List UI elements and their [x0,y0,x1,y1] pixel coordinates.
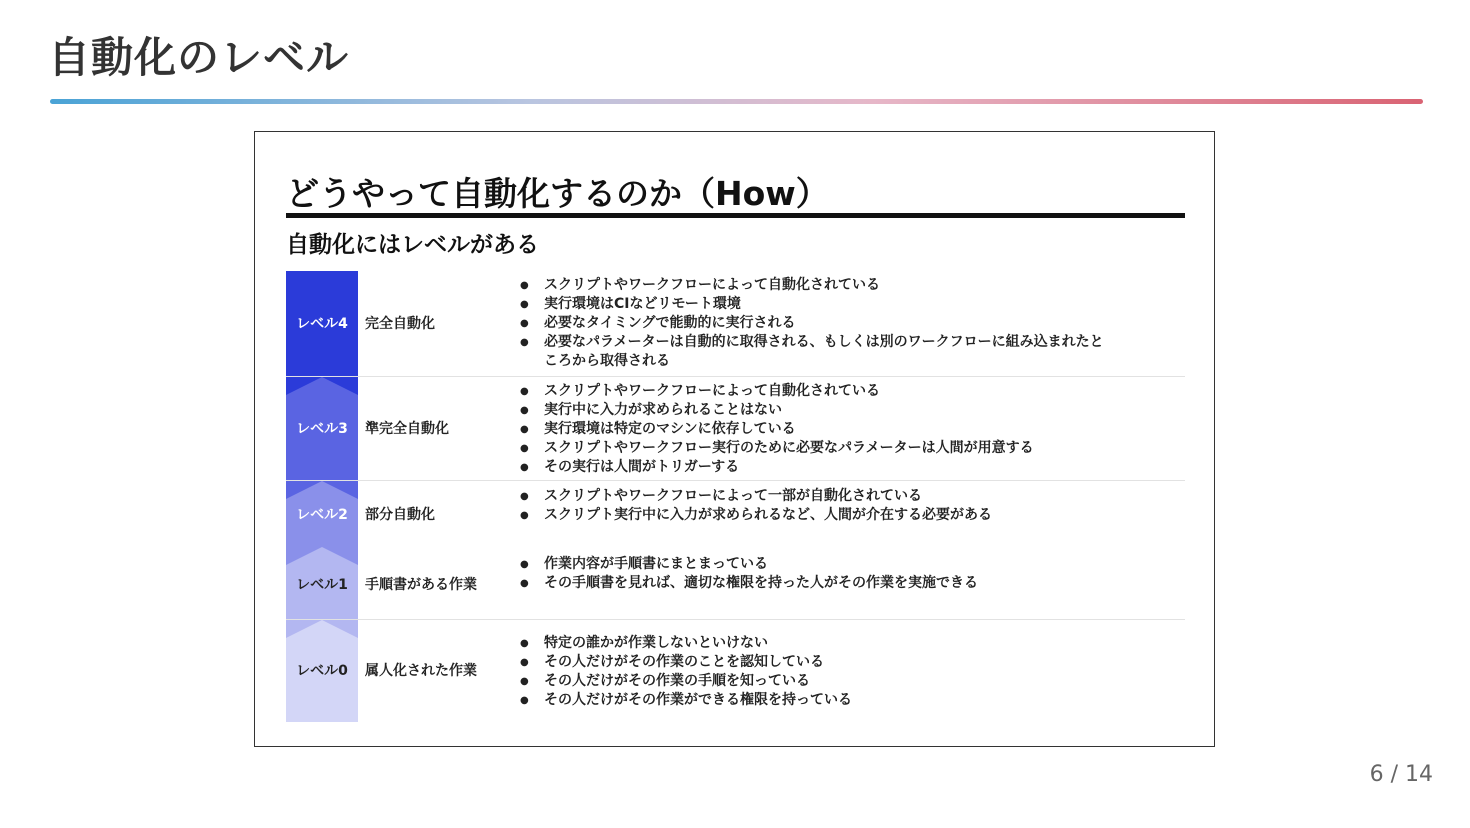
list-item: ● その人だけがその作業ができる権限を持っている [520,691,852,710]
level-0-bullets [520,634,852,710]
slide-title: 自動化のレベル [48,33,350,82]
list-item: ● その人だけがその作業のことを認知している [520,653,852,672]
level-3-arrow-tip [286,481,358,499]
level-0-name: 属人化された作業 [365,663,477,679]
level-row-4 [286,271,1185,377]
list-item: ● その手順書を見れば、適切な権限を持った人がその作業を実施できる [520,574,978,593]
embedded-title-rule [286,213,1185,218]
level-2-label: レベル2 [296,507,348,523]
level-2-bullets [520,487,992,525]
embedded-slide-title: どうやって自動化するのか（How） [286,174,829,213]
list-item: ● 実行環境はCIなどリモート環境 [520,295,1104,314]
list-item [520,333,1104,371]
level-3-name: 準完全自動化 [365,421,449,437]
level-row-0 [286,620,1185,722]
list-item: ● その人だけがその作業の手順を知っている [520,672,852,691]
level-row-2 [286,481,1185,547]
list-item: ● スクリプトやワークフローによって自動化されている [520,276,1104,295]
embedded-slide-frame [254,131,1215,747]
list-item: ● 実行環境は特定のマシンに依存している [520,420,1034,439]
list-item: ● その実行は人間がトリガーする [520,458,1034,477]
bullet-text-line-1: 必要なパラメーターは自動的に取得される、もしくは別のワークフローに組み込まれたと [544,334,1104,350]
list-item: ● スクリプトやワークフロー実行のために必要なパラメーターは人間が用意する [520,439,1034,458]
level-4-bullets [520,276,1104,371]
list-item: ● スクリプト実行中に入力が求められるなど、人間が介在する必要がある [520,506,992,525]
level-1-arrow-tip [286,620,358,638]
embedded-slide-subtitle: 自動化にはレベルがある [286,232,539,258]
level-1-name: 手順書がある作業 [365,577,477,593]
level-0-label: レベル0 [296,663,348,679]
level-2-name: 部分自動化 [365,507,435,523]
bullet-text-line-2: ころから取得される [544,353,670,369]
list-item: ● スクリプトやワークフローによって一部が自動化されている [520,487,992,506]
level-row-1 [286,547,1185,620]
list-item: ● 実行中に入力が求められることはない [520,401,1034,420]
level-3-label: レベル3 [296,421,348,437]
list-item: ● スクリプトやワークフローによって自動化されている [520,382,1034,401]
level-2-arrow-tip [286,547,358,565]
list-item: ● 特定の誰かが作業しないといけない [520,634,852,653]
title-gradient-rule [50,99,1423,104]
list-item: ● 必要なタイミングで能動的に実行される [520,314,1104,333]
level-1-bullets [520,555,978,593]
level-4-arrow-tip [286,377,358,395]
page-number: 6 / 14 [1369,762,1433,787]
level-1-label: レベル1 [296,577,348,593]
level-3-bullets [520,382,1034,477]
level-4-label: レベル4 [296,316,348,332]
level-row-3 [286,377,1185,481]
list-item: ● 作業内容が手順書にまとまっている [520,555,978,574]
level-4-name: 完全自動化 [365,316,435,332]
